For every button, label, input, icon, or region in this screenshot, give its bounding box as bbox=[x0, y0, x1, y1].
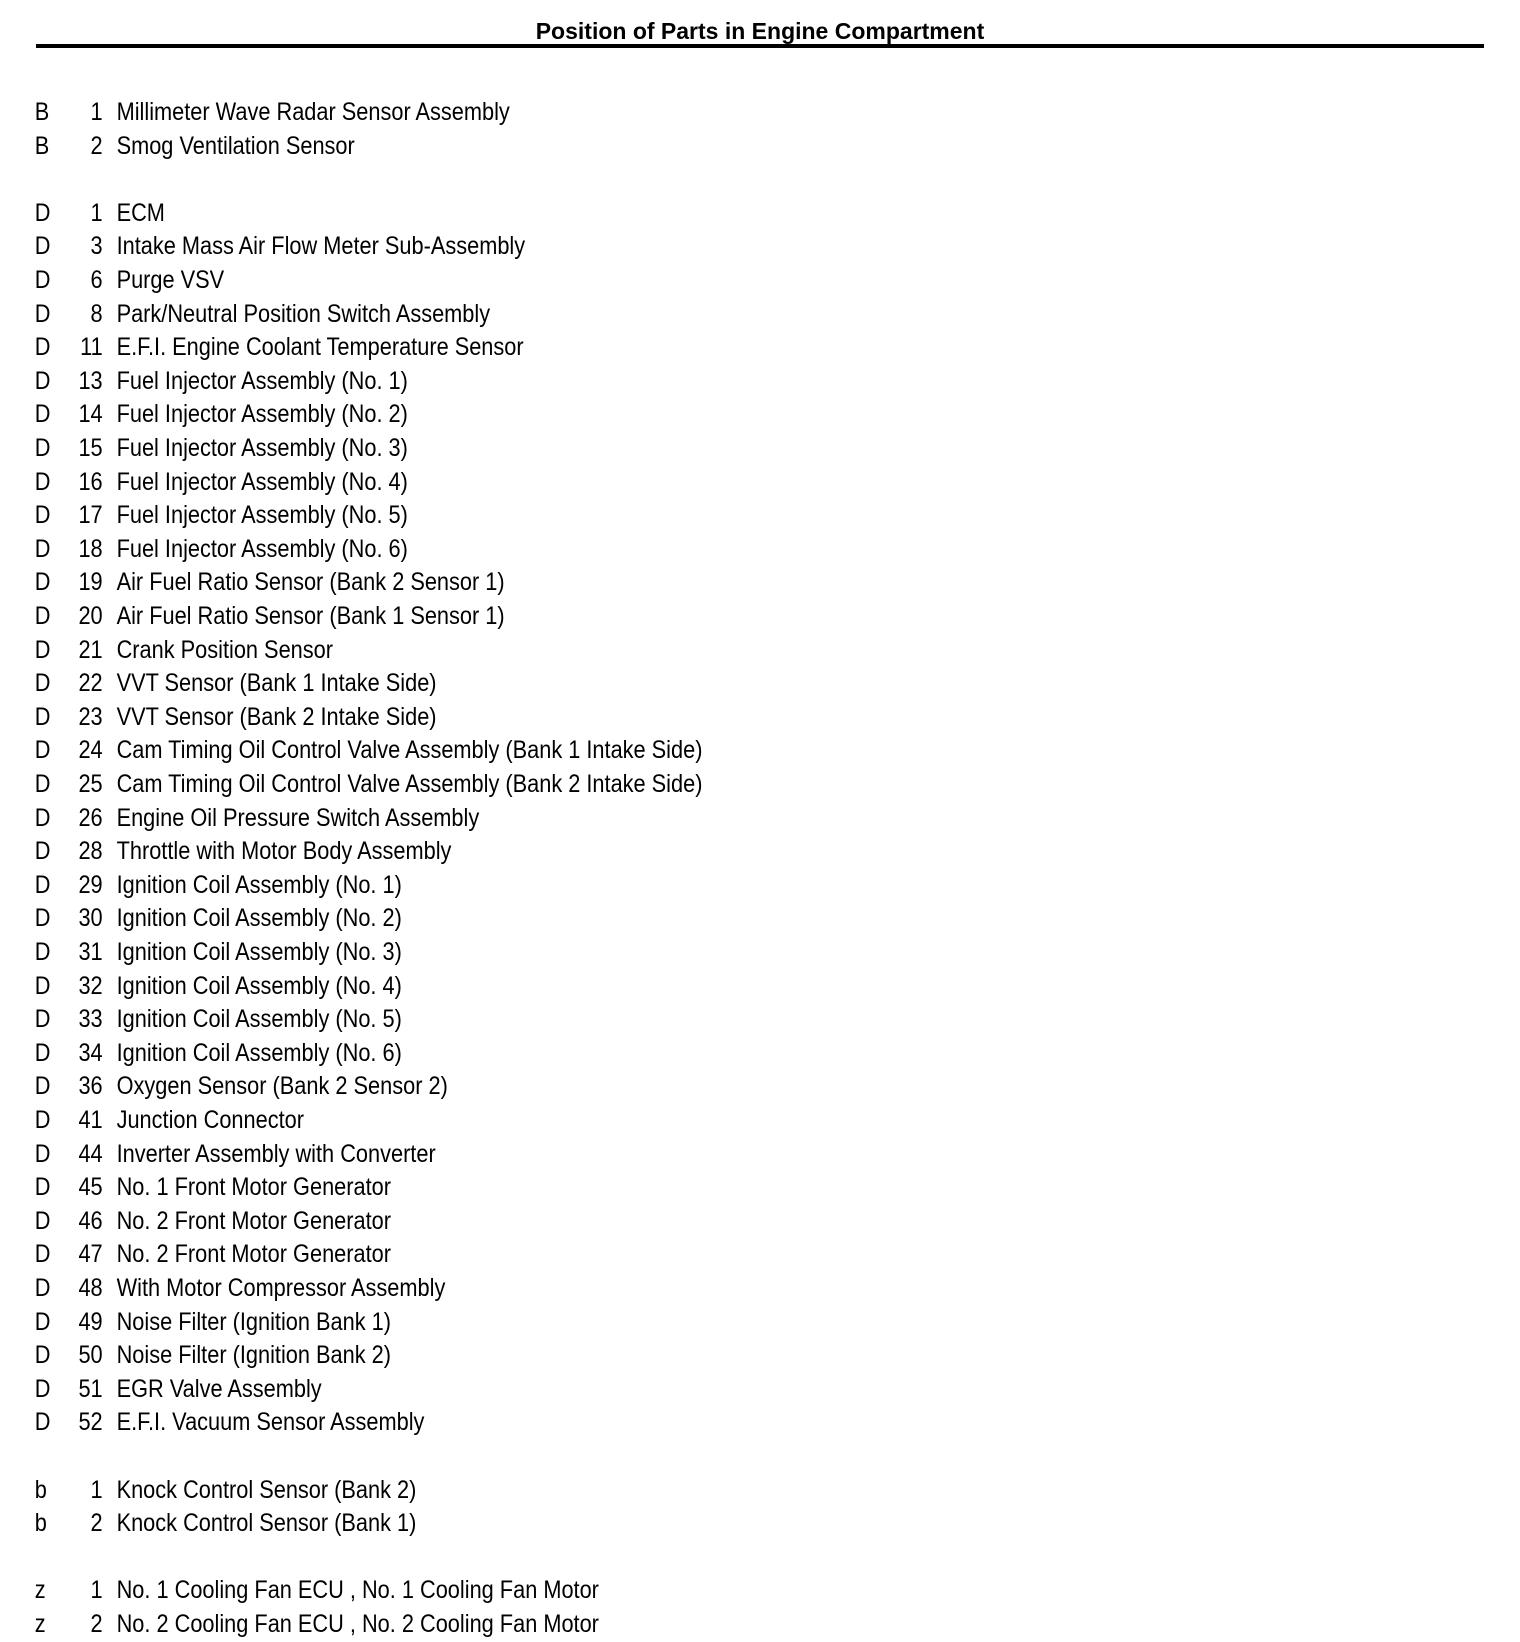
part-code: D bbox=[34, 602, 51, 630]
part-number: 15 bbox=[78, 434, 103, 462]
part-name: Noise Filter (Ignition Bank 1) bbox=[116, 1308, 391, 1336]
part-name: Cam Timing Oil Control Valve Assembly (Bank 1 Intake Side) bbox=[116, 736, 703, 764]
title-divider bbox=[36, 44, 1484, 48]
part-name: No. 2 Front Motor Generator bbox=[116, 1207, 391, 1235]
part-number: 14 bbox=[78, 400, 103, 428]
part-row bbox=[0, 1205, 870, 1238]
part-name: Knock Control Sensor (Bank 2) bbox=[116, 1476, 417, 1504]
part-number: 28 bbox=[78, 837, 103, 865]
part-name: Park/Neutral Position Switch Assembly bbox=[116, 300, 491, 328]
part-code: B bbox=[34, 132, 50, 160]
part-number: 25 bbox=[78, 770, 103, 798]
part-row bbox=[0, 1507, 870, 1540]
part-name: Fuel Injector Assembly (No. 1) bbox=[116, 367, 408, 395]
part-name: With Motor Compressor Assembly bbox=[116, 1274, 446, 1302]
part-name: Knock Control Sensor (Bank 1) bbox=[116, 1509, 417, 1537]
part-number: 21 bbox=[78, 636, 103, 664]
part-name: Purge VSV bbox=[116, 266, 225, 294]
part-code: D bbox=[34, 1140, 51, 1168]
part-code: D bbox=[34, 1274, 51, 1302]
part-number: 8 bbox=[90, 300, 103, 328]
part-code: D bbox=[34, 468, 51, 496]
part-name: Millimeter Wave Radar Sensor Assembly bbox=[116, 98, 510, 126]
part-row bbox=[0, 1037, 870, 1070]
part-row bbox=[0, 1003, 870, 1036]
part-code: D bbox=[34, 736, 51, 764]
part-number: 46 bbox=[78, 1207, 103, 1235]
part-number: 26 bbox=[78, 804, 103, 832]
part-row bbox=[0, 970, 870, 1003]
part-row bbox=[0, 1138, 870, 1171]
part-row bbox=[0, 1171, 870, 1204]
part-number: 3 bbox=[90, 232, 103, 260]
part-name: Ignition Coil Assembly (No. 2) bbox=[116, 904, 402, 932]
part-name: Air Fuel Ratio Sensor (Bank 2 Sensor 1) bbox=[116, 568, 505, 596]
part-code: D bbox=[34, 232, 51, 260]
part-number: 36 bbox=[78, 1072, 103, 1100]
part-code: D bbox=[34, 804, 51, 832]
part-code: D bbox=[34, 972, 51, 1000]
part-number: 50 bbox=[78, 1341, 103, 1369]
part-code: D bbox=[34, 1308, 51, 1336]
part-name: Crank Position Sensor bbox=[116, 636, 333, 664]
part-row bbox=[0, 835, 870, 868]
part-code: z bbox=[34, 1610, 46, 1638]
part-code: D bbox=[34, 1106, 51, 1134]
part-row bbox=[0, 432, 870, 465]
part-name: Oxygen Sensor (Bank 2 Sensor 2) bbox=[116, 1072, 448, 1100]
part-row bbox=[0, 1406, 870, 1439]
part-row bbox=[0, 1272, 870, 1305]
part-row bbox=[0, 936, 870, 969]
part-number: 45 bbox=[78, 1173, 103, 1201]
part-code: D bbox=[34, 266, 51, 294]
part-code: B bbox=[34, 98, 50, 126]
part-number: 24 bbox=[78, 736, 103, 764]
part-name: E.F.I. Engine Coolant Temperature Sensor bbox=[116, 333, 524, 361]
part-number: 44 bbox=[78, 1140, 103, 1168]
part-number: 49 bbox=[78, 1308, 103, 1336]
part-code: b bbox=[34, 1509, 47, 1537]
part-name: Fuel Injector Assembly (No. 2) bbox=[116, 400, 408, 428]
part-row bbox=[0, 499, 870, 532]
part-name: No. 2 Front Motor Generator bbox=[116, 1240, 391, 1268]
part-name: Intake Mass Air Flow Meter Sub-Assembly bbox=[116, 232, 526, 260]
part-name: Throttle with Motor Body Assembly bbox=[116, 837, 452, 865]
part-name: Fuel Injector Assembly (No. 3) bbox=[116, 434, 408, 462]
part-number: 41 bbox=[78, 1106, 103, 1134]
part-name: Air Fuel Ratio Sensor (Bank 1 Sensor 1) bbox=[116, 602, 505, 630]
part-code: D bbox=[34, 938, 51, 966]
part-name: E.F.I. Vacuum Sensor Assembly bbox=[116, 1408, 425, 1436]
part-row bbox=[0, 600, 870, 633]
page-title: Position of Parts in Engine Compartment bbox=[535, 18, 985, 44]
part-name: Smog Ventilation Sensor bbox=[116, 132, 355, 160]
part-name: Ignition Coil Assembly (No. 4) bbox=[116, 972, 402, 1000]
part-code: b bbox=[34, 1476, 47, 1504]
part-row bbox=[0, 298, 870, 331]
part-number: 1 bbox=[90, 199, 103, 227]
part-code: D bbox=[34, 333, 51, 361]
part-code: D bbox=[34, 367, 51, 395]
part-number: 18 bbox=[78, 535, 103, 563]
part-number: 51 bbox=[78, 1375, 103, 1403]
part-row bbox=[0, 365, 870, 398]
part-name: ECM bbox=[116, 199, 165, 227]
part-row bbox=[0, 96, 870, 129]
part-code: D bbox=[34, 199, 51, 227]
part-code: D bbox=[34, 535, 51, 563]
part-number: 34 bbox=[78, 1039, 103, 1067]
part-row bbox=[0, 634, 870, 667]
part-row bbox=[0, 1238, 870, 1271]
part-number: 13 bbox=[78, 367, 103, 395]
part-code: D bbox=[34, 770, 51, 798]
part-code: D bbox=[34, 501, 51, 529]
part-number: 2 bbox=[90, 132, 103, 160]
part-row bbox=[0, 734, 870, 767]
part-number: 11 bbox=[80, 333, 103, 361]
part-name: No. 1 Front Motor Generator bbox=[116, 1173, 391, 1201]
part-row bbox=[0, 768, 870, 801]
part-number: 17 bbox=[78, 501, 103, 529]
part-name: VVT Sensor (Bank 2 Intake Side) bbox=[116, 703, 437, 731]
part-name: Noise Filter (Ignition Bank 2) bbox=[116, 1341, 391, 1369]
part-code: D bbox=[34, 1375, 51, 1403]
part-code: D bbox=[34, 1039, 51, 1067]
part-name: EGR Valve Assembly bbox=[116, 1375, 322, 1403]
part-number: 6 bbox=[90, 266, 103, 294]
part-code: D bbox=[34, 1341, 51, 1369]
part-code: D bbox=[34, 300, 51, 328]
part-code: D bbox=[34, 669, 51, 697]
part-row bbox=[0, 1339, 870, 1372]
part-code: D bbox=[34, 871, 51, 899]
part-row bbox=[0, 197, 870, 230]
part-number: 30 bbox=[78, 904, 103, 932]
part-code: D bbox=[34, 1207, 51, 1235]
part-name: Cam Timing Oil Control Valve Assembly (Bank 2 Intake Side) bbox=[116, 770, 703, 798]
part-row bbox=[0, 1474, 870, 1507]
part-row bbox=[0, 869, 870, 902]
part-code: D bbox=[34, 400, 51, 428]
part-row bbox=[0, 1070, 870, 1103]
part-number: 52 bbox=[78, 1408, 103, 1436]
part-row bbox=[0, 1608, 870, 1641]
part-code: D bbox=[34, 636, 51, 664]
part-row bbox=[0, 264, 870, 297]
part-code: D bbox=[34, 703, 51, 731]
part-number: 16 bbox=[78, 468, 103, 496]
part-row bbox=[0, 398, 870, 431]
part-name: Fuel Injector Assembly (No. 5) bbox=[116, 501, 408, 529]
part-name: VVT Sensor (Bank 1 Intake Side) bbox=[116, 669, 437, 697]
part-number: 2 bbox=[90, 1509, 103, 1537]
part-code: D bbox=[34, 1240, 51, 1268]
part-number: 23 bbox=[78, 703, 103, 731]
part-name: Inverter Assembly with Converter bbox=[116, 1140, 436, 1168]
part-row bbox=[0, 130, 870, 163]
part-number: 22 bbox=[78, 669, 103, 697]
part-name: Engine Oil Pressure Switch Assembly bbox=[116, 804, 480, 832]
part-number: 19 bbox=[78, 568, 103, 596]
part-number: 33 bbox=[78, 1005, 103, 1033]
part-number: 29 bbox=[78, 871, 103, 899]
part-name: Fuel Injector Assembly (No. 4) bbox=[116, 468, 408, 496]
part-name: Ignition Coil Assembly (No. 3) bbox=[116, 938, 402, 966]
part-code: D bbox=[34, 904, 51, 932]
part-row bbox=[0, 566, 870, 599]
part-name: Ignition Coil Assembly (No. 1) bbox=[116, 871, 402, 899]
part-name: Fuel Injector Assembly (No. 6) bbox=[116, 535, 408, 563]
part-code: z bbox=[34, 1576, 46, 1604]
part-row bbox=[0, 667, 870, 700]
part-row bbox=[0, 230, 870, 263]
part-name: No. 1 Cooling Fan ECU , No. 1 Cooling Fan Motor bbox=[116, 1576, 599, 1604]
part-number: 2 bbox=[90, 1610, 103, 1638]
part-name: Ignition Coil Assembly (No. 6) bbox=[116, 1039, 402, 1067]
part-number: 1 bbox=[90, 1476, 103, 1504]
part-name: Ignition Coil Assembly (No. 5) bbox=[116, 1005, 402, 1033]
part-row bbox=[0, 802, 870, 835]
part-row bbox=[0, 1104, 870, 1137]
part-code: D bbox=[34, 1173, 51, 1201]
part-code: D bbox=[34, 1072, 51, 1100]
part-number: 47 bbox=[78, 1240, 103, 1268]
part-row bbox=[0, 1574, 870, 1607]
part-row bbox=[0, 331, 870, 364]
part-number: 1 bbox=[90, 98, 103, 126]
part-number: 20 bbox=[78, 602, 103, 630]
part-number: 32 bbox=[78, 972, 103, 1000]
part-row bbox=[0, 701, 870, 734]
part-code: D bbox=[34, 837, 51, 865]
part-number: 48 bbox=[78, 1274, 103, 1302]
part-row bbox=[0, 902, 870, 935]
part-row bbox=[0, 1306, 870, 1339]
part-code: D bbox=[34, 568, 51, 596]
part-row bbox=[0, 1373, 870, 1406]
part-row bbox=[0, 533, 870, 566]
part-code: D bbox=[34, 434, 51, 462]
part-number: 31 bbox=[78, 938, 103, 966]
part-name: No. 2 Cooling Fan ECU , No. 2 Cooling Fan Motor bbox=[116, 1610, 599, 1638]
part-code: D bbox=[34, 1005, 51, 1033]
part-name: Junction Connector bbox=[116, 1106, 304, 1134]
part-row bbox=[0, 466, 870, 499]
part-number: 1 bbox=[90, 1576, 103, 1604]
part-code: D bbox=[34, 1408, 51, 1436]
